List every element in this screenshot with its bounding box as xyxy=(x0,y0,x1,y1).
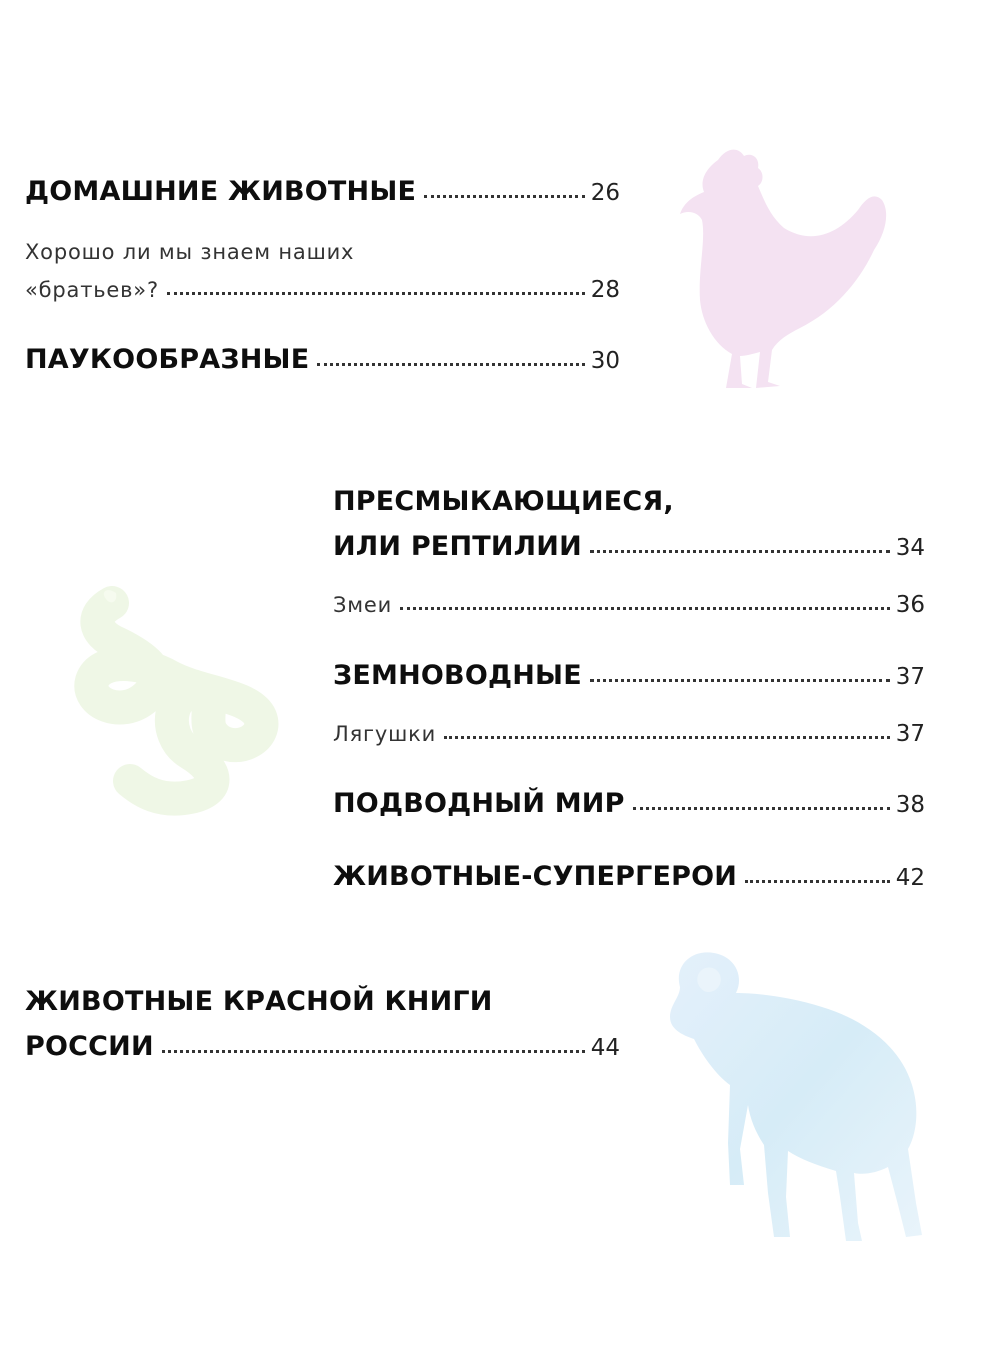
dot-leader xyxy=(590,550,890,553)
snake-silhouette-icon xyxy=(50,585,290,825)
toc-title: Змеи xyxy=(333,593,393,617)
dot-leader xyxy=(424,195,585,198)
toc-entry-underwater-world[interactable] xyxy=(333,788,925,819)
toc-title-line2: ИЛИ РЕПТИЛИИ xyxy=(333,531,582,562)
toc-entry-snakes[interactable] xyxy=(333,592,925,618)
dot-leader xyxy=(400,607,890,610)
toc-title-line2: РОССИИ xyxy=(25,1031,154,1062)
toc-entry-arachnids[interactable] xyxy=(25,344,620,375)
dot-leader xyxy=(317,363,584,366)
toc-page-number: 30 xyxy=(590,348,620,374)
toc-title-line2: «братьев»? xyxy=(25,278,159,302)
toc-page-number: 38 xyxy=(895,792,925,818)
toc-page-number: 34 xyxy=(895,535,925,561)
toc-title: ПОДВОДНЫЙ МИР xyxy=(333,788,625,819)
dot-leader xyxy=(162,1050,585,1053)
toc-title-line1[interactable]: ПРЕСМЫКАЮЩИЕСЯ, xyxy=(333,486,674,517)
toc-entry-reptiles[interactable] xyxy=(333,531,925,562)
toc-page-number: 42 xyxy=(895,865,925,891)
toc-entry-domestic-animals[interactable] xyxy=(25,176,620,207)
toc-entry-red-book[interactable] xyxy=(25,1031,620,1062)
toc-entry-superheroes[interactable] xyxy=(333,861,925,892)
dot-leader xyxy=(590,679,890,682)
toc-title: ЖИВОТНЫЕ-СУПЕРГЕРОИ xyxy=(333,861,738,892)
toc-page-number: 26 xyxy=(590,180,620,206)
toc-entry-amphibians[interactable] xyxy=(333,660,925,691)
toc-entry-frogs[interactable] xyxy=(333,721,925,747)
toc-page-number: 28 xyxy=(590,277,620,303)
toc-title: ПАУКООБРАЗНЫЕ xyxy=(25,344,310,375)
toc-title-line1[interactable]: Хорошо ли мы знаем наших xyxy=(25,240,355,264)
ram-silhouette-icon xyxy=(640,935,940,1255)
dot-leader xyxy=(745,880,890,883)
toc-page-number: 37 xyxy=(895,664,925,690)
toc-page-number: 36 xyxy=(895,592,925,618)
toc-title: Лягушки xyxy=(333,722,437,746)
dot-leader xyxy=(444,736,890,739)
hen-silhouette-icon xyxy=(660,140,900,400)
dot-leader xyxy=(167,292,585,295)
toc-title: ДОМАШНИЕ ЖИВОТНЫЕ xyxy=(25,176,417,207)
dot-leader xyxy=(633,807,890,810)
toc-title: ЗЕМНОВОДНЫЕ xyxy=(333,660,582,691)
toc-entry-brothers[interactable] xyxy=(25,277,620,303)
toc-page-number: 44 xyxy=(590,1035,620,1061)
toc-page-number: 37 xyxy=(895,721,925,747)
toc-title-line1[interactable]: ЖИВОТНЫЕ КРАСНОЙ КНИГИ xyxy=(25,986,493,1017)
